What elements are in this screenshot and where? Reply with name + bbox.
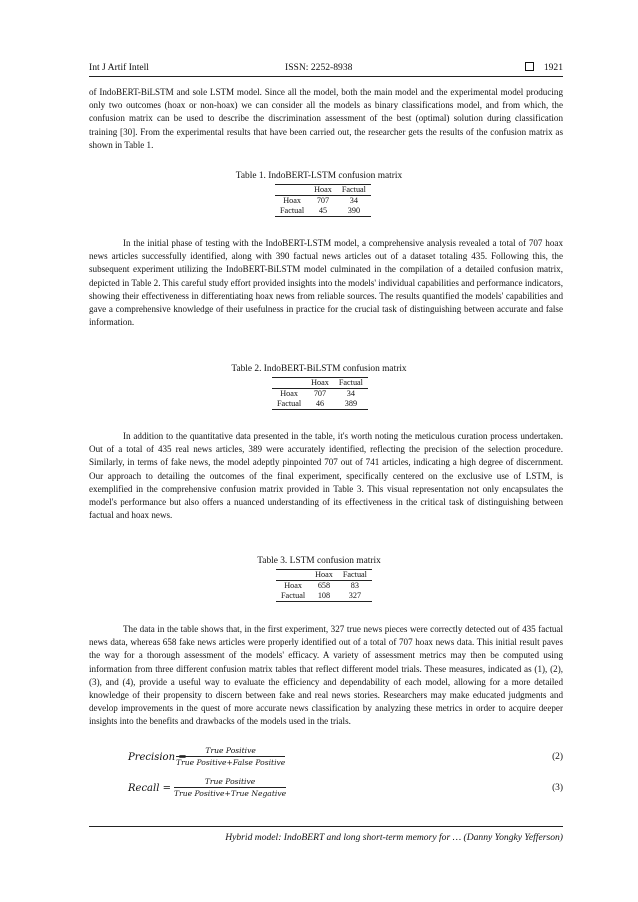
- running-header: [89, 62, 563, 77]
- equation-denominator: True Positive+True Negative: [174, 789, 287, 798]
- header-cell: Hoax: [311, 378, 329, 387]
- table-cell: 390: [347, 206, 361, 215]
- table-header-row: [275, 185, 371, 196]
- table-1-caption: Table 1. IndoBERT-LSTM confusion matrix: [235, 171, 403, 181]
- table-cell: 327: [348, 591, 362, 600]
- running-footer: [89, 826, 563, 847]
- table-header-row: [276, 570, 372, 581]
- header-cell: [275, 185, 309, 196]
- footer-text: Hybrid model: IndoBERT and long short-term memory for … (Danny Yongky Yefferson): [225, 832, 563, 843]
- equation-fraction: [176, 745, 285, 768]
- equation-lhs: Recall =: [128, 783, 171, 794]
- table-cell: 34: [346, 389, 355, 398]
- header-cell: [272, 378, 306, 389]
- row-label: Factual: [277, 399, 302, 408]
- table-cell: 108: [317, 591, 331, 600]
- table-header-row: [272, 378, 368, 389]
- header-cell: Hoax: [314, 185, 332, 194]
- table-cell: 34: [349, 196, 358, 205]
- equation-numerator: True Positive: [176, 745, 285, 757]
- row-label: Factual: [281, 591, 306, 600]
- table-cell: 45: [318, 206, 328, 215]
- header-cell: Factual: [341, 185, 366, 194]
- paragraph-3: In addition to the quantitative data presented in the table, it's worth noting the meticulous curation process undertaken. Out of a total of 435 real news articles, 389 were accurately identified, reflecting the precision of the selection procedure. Similarly, in terms of fake news, the model adeptly pinpointed 707 out of 741 articles, indicating a high degree of discernment. Our approach to detailing the outcomes of the final experiment, specifically centered on the exclusive use of LSTM, is exemplified in the comprehensive confusion matrix provided in Table 3. This visual representation not only encapsulates the model's performance but also offers a nuanced understanding of its effectiveness in the critical task of distinguishing between factual and hoax news.: [89, 431, 563, 521]
- row-label: Factual: [280, 206, 305, 215]
- table-row: [276, 591, 372, 602]
- equation-lhs: Precision =: [128, 752, 187, 763]
- table-2-caption: Table 2. IndoBERT-BiLSTM confusion matrix: [231, 364, 407, 374]
- table-3: [276, 569, 372, 602]
- header-cell: Factual: [342, 570, 367, 579]
- page-number-block: [525, 62, 563, 73]
- equation-denominator: True Positive+False Positive: [176, 758, 286, 767]
- paragraph-4: The data in the table shows that, in the first experiment, 327 true news pieces were correctly detected out of 435 factual news data, whereas 658 fake news articles were properly identified out of a total of 707 hoax news data. This initial result paves the way for a thorough assessment of the models' efficacy. A variety of assessment metrics may then be computed using information from three different confusion matrix tables that reflect different model trials. These measures, indicated as (1), (2), (3), and (4), provide a useful way to evaluate the efficiency and dependability of each model, allowing for a more detailed knowledge of their propensity to discern between fake and real news stories. Researchers may make educated judgments and develop improvements in the quest of more accurate news classification by analyzing these metrics in order to acquire deeper insights into the benefits and drawbacks of the models used in the trials.: [89, 624, 563, 727]
- issn: ISSN: 2252-8938: [285, 62, 353, 73]
- table-3-caption: Table 3. LSTM confusion matrix: [257, 556, 381, 566]
- row-label: Hoax: [280, 389, 298, 398]
- equation-precision: [128, 745, 563, 771]
- checkbox-square-icon: [525, 62, 534, 71]
- table-cell: 389: [344, 399, 358, 408]
- table-row: [275, 206, 371, 217]
- header-cell: Hoax: [315, 570, 333, 579]
- table-cell: 707: [313, 389, 327, 398]
- paragraph-1: of IndoBERT-BiLSTM and sole LSTM model. Since all the model, both the main model and the experimental model producing only two outcomes (hoax or non-hoax) we can consider all the models as binary classifications model, and from which, the confusion matrix can be used to describe the discrimination assessment of the best (optimal) solution during classification training [30]. From the experimental results that have been carried out, the researcher gets the results of the confusion matrix as shown in Table 1.: [89, 87, 563, 150]
- table-row: [276, 581, 372, 592]
- table-row: [272, 399, 368, 410]
- journal-name: Int J Artif Intell: [89, 62, 149, 73]
- table-cell: 83: [350, 581, 359, 590]
- equation-recall: [128, 776, 563, 802]
- equation-number: (3): [552, 783, 563, 793]
- equation-numerator: True Positive: [174, 776, 286, 788]
- table-cell: 707: [316, 196, 330, 205]
- header-cell: [276, 570, 310, 581]
- page-number: 1921: [543, 62, 563, 73]
- row-label: Hoax: [283, 196, 301, 205]
- table-cell: 658: [317, 581, 331, 590]
- table-cell: 46: [315, 399, 325, 408]
- table-1: [275, 184, 371, 217]
- table-2: [272, 377, 368, 410]
- row-label: Hoax: [284, 581, 302, 590]
- equation-fraction: [174, 776, 286, 799]
- table-row: [272, 389, 368, 400]
- table-row: [275, 196, 371, 207]
- equation-number: (2): [552, 752, 563, 762]
- paragraph-2: In the initial phase of testing with the IndoBERT-LSTM model, a comprehensive analysis revealed a total of 707 hoax news articles successfully identified, along with 390 factual news articles out of a dataset totaling 435. Following this, the subsequent experiment utilizing the IndoBERT-BiLSTM model culminated in the compilation of a detailed confusion matrix, depicted in Table 2. This careful study effort provided insights into the models' individual capabilities and performance indicators, showing their effectiveness in differentiating hoax news from reliable sources. The results quantified the models' capabilities and gave a comprehensive knowledge of their usefulness in practice for the crucial task of distinguishing between accurate and false information.: [89, 238, 563, 328]
- header-cell: Factual: [338, 378, 363, 387]
